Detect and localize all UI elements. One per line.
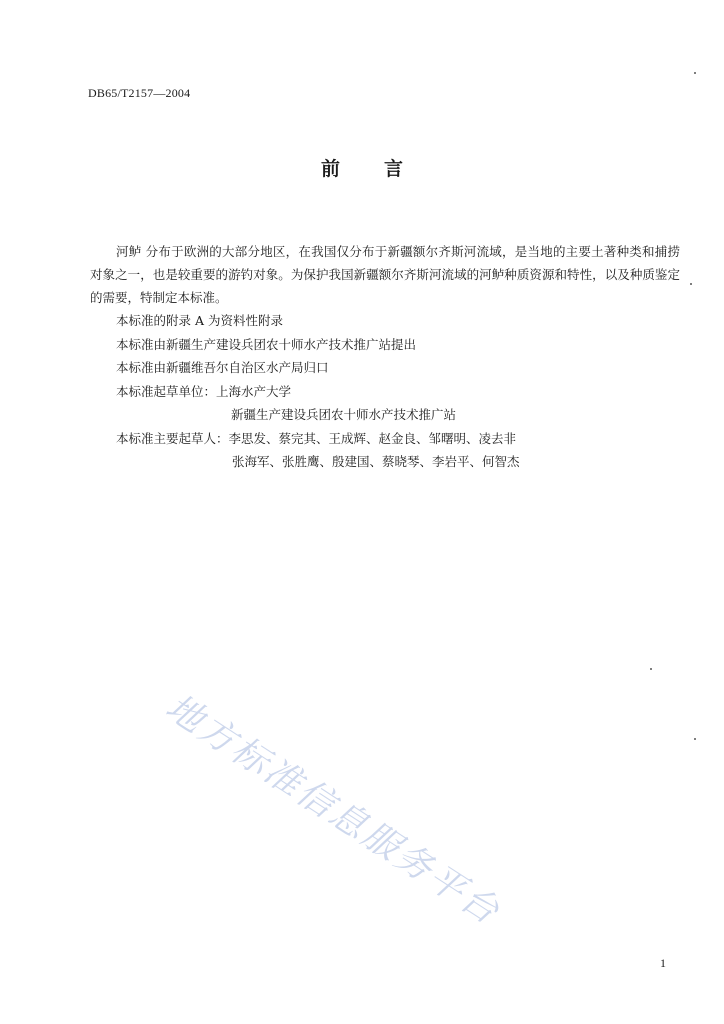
statement-proposer: 本标准由新疆生产建设兵团农十师水产技术推广站提出: [116, 336, 417, 352]
drafting-unit-1: 上海水产大学: [216, 383, 292, 399]
drafters-list-1: 李思发、蔡完其、王成辉、赵金良、邹曙明、凌去非: [228, 430, 517, 446]
drafting-units-line: [90, 380, 680, 404]
scan-speck: [650, 668, 652, 670]
standard-code: DB65/T2157—2004: [88, 86, 191, 100]
drafters-line: [90, 427, 680, 451]
statement-appendix: 本标准的附录 A 为资料性附录: [116, 313, 283, 328]
drafters-list-2: 张海军、张胜鹰、殷建国、蔡晓琴、李岩平、何智杰: [232, 454, 520, 469]
drafting-unit-2: 新疆生产建设兵团农十师水产技术推广站: [231, 407, 457, 422]
watermark: 地方标准信息服务平台: [158, 686, 508, 934]
intro-paragraph: 河鲈 分布于欧洲的大部分地区，在我国仅分布于新疆额尔齐斯河流域，是当地的主要土著种类和捕捞对象之一，也是较重要的游钓对象。为保护我国新疆额尔齐斯河流域的河鲈种质资源和特性，以及种质鉴定的需要，特制定本标准。: [90, 244, 680, 305]
drafters-label: 本标准主要起草人：: [116, 430, 229, 446]
scan-speck: [694, 72, 696, 74]
foreword-body: [90, 240, 680, 474]
scan-speck: [690, 283, 692, 285]
page-number: 1: [660, 956, 666, 970]
drafting-units-label: 本标准起草单位：: [116, 383, 217, 399]
scan-speck: [694, 738, 696, 740]
statement-administrator: 本标准由新疆维吾尔自治区水产局归口: [116, 360, 329, 375]
page-title: 前言: [320, 158, 447, 180]
